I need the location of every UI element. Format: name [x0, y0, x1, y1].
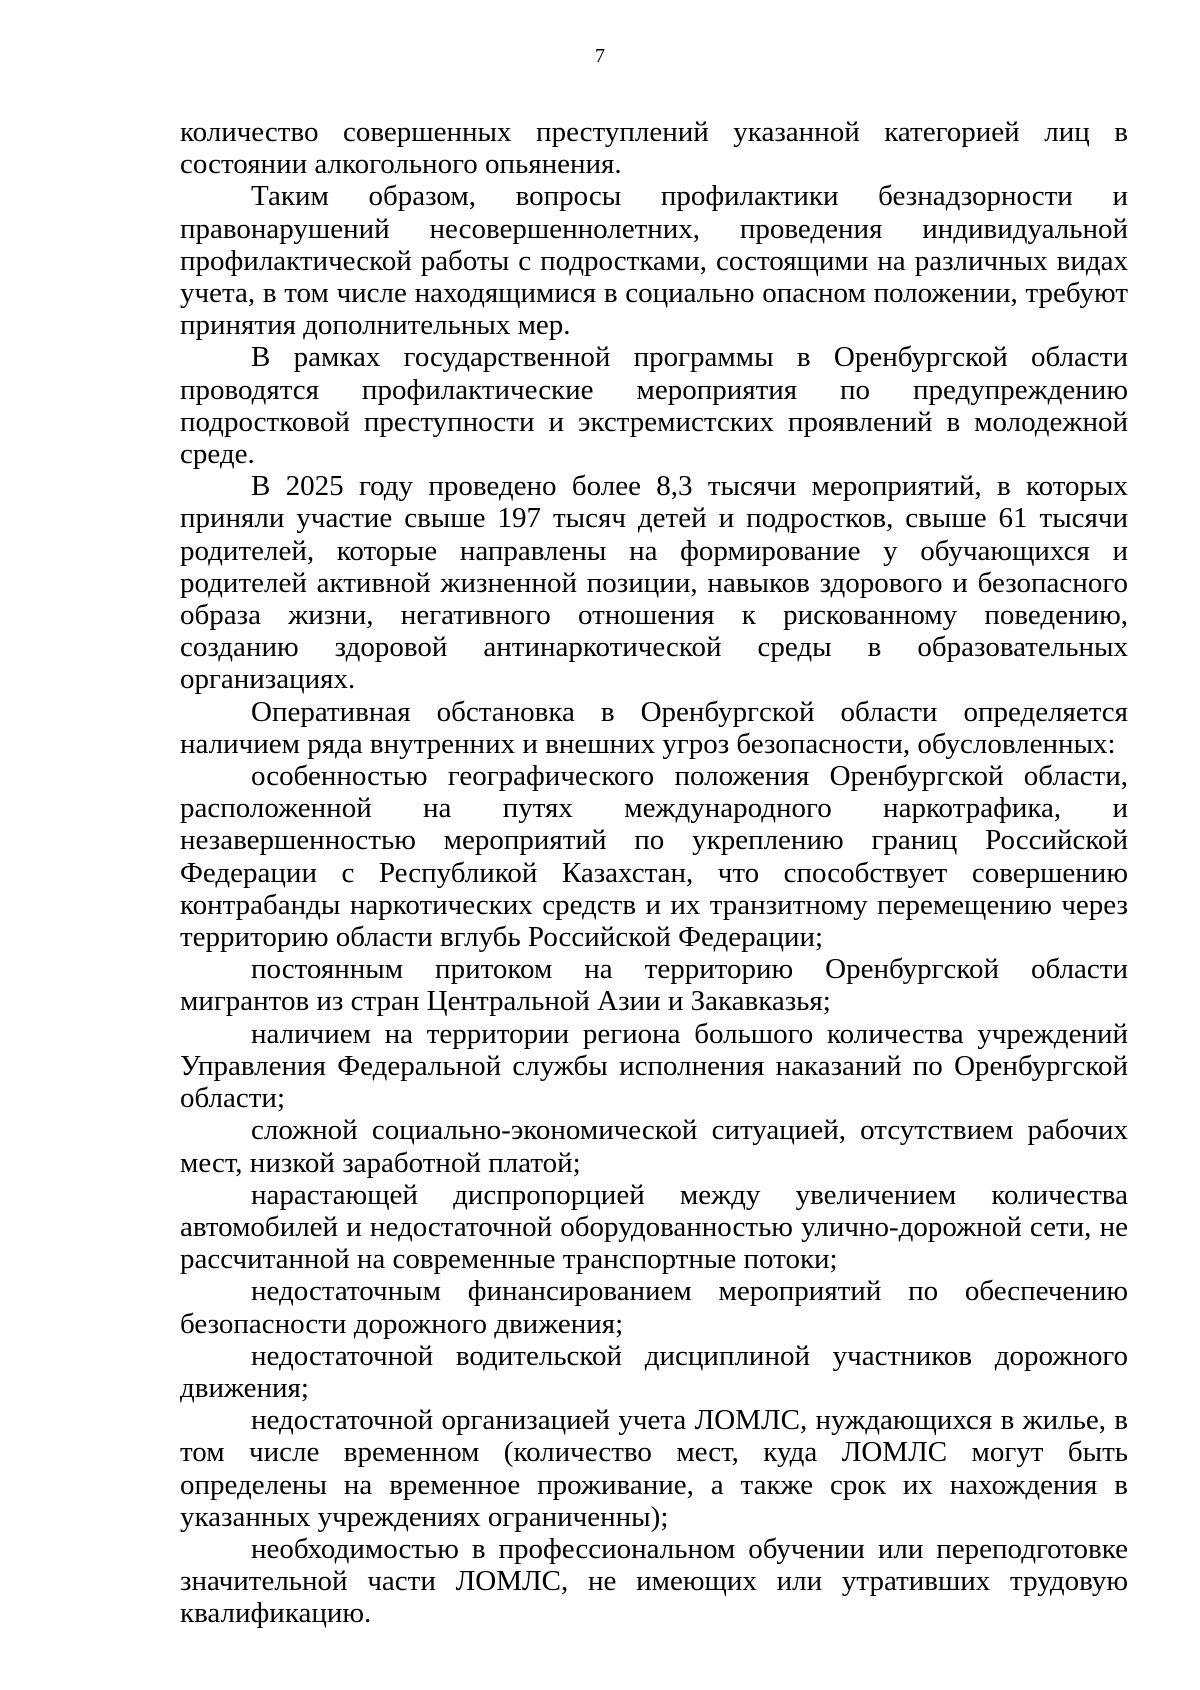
document-body: [180, 116, 1128, 1630]
list-item-road-network: нарастающей диспропорцией между увеличением количества автомобилей и недостаточной оборудованностью улично-дорожной сети, не рассчитанной на современные транспортные потоки;: [180, 1178, 1128, 1276]
list-item-housing-registration: недостаточной организацией учета ЛОМЛС, нуждающихся в жилье, в том числе временном (количество мест, куда ЛОМЛС могут быть определены на временное проживание, а также срок их нахождения в указанных учреждениях ограниченны);: [180, 1404, 1128, 1533]
list-item-migrants: постоянным притоком на территорию Оренбургской области мигрантов из стран Центральной Азии и Закавказья;: [180, 953, 1128, 1018]
list-item-road-safety-funding: недостаточным финансированием мероприятий по обеспечению безопасности дорожного движения;: [180, 1275, 1128, 1340]
paragraph-events-2025: В 2025 году проведено более 8,3 тысячи мероприятий, в которых приняли участие свыше 197 тысяч детей и подростков, свыше 61 тысячи родителей, которые направлены на формирование у обучающихся и родителей активной жизненной позиции, навыков здорового и безопасного образа жизни, негативного отношения к рискованному поведению, созданию здоровой антинаркотической среды в образовательных организациях.: [180, 470, 1128, 696]
paragraph-state-program: В рамках государственной программы в Оренбургской области проводятся профилактические мероприятия по предупреждению подростковой преступности и экстремистских проявлений в молодежной среде.: [180, 341, 1128, 471]
list-item-penitentiary: наличием на территории региона большого количества учреждений Управления Федеральной службы исполнения наказаний по Оренбургской области;: [180, 1017, 1128, 1115]
page-number: 7: [595, 45, 605, 67]
list-item-socio-economic: сложной социально-экономической ситуацией, отсутствием рабочих мест, низкой заработной платой;: [180, 1114, 1128, 1179]
paragraph-operational-situation: Оперативная обстановка в Оренбургской области определяется наличием ряда внутренних и внешних угроз безопасности, обусловленных:: [180, 695, 1128, 760]
list-item-geography: особенностью географического положения Оренбургской области, расположенной на путях международного наркотрафика, и незавершенностью мероприятий по укреплению границ Российской Федерации с Республикой Казахстан, что способствует совершению контрабанды наркотических средств и их транзитному перемещению через территорию области вглубь Российской Федерации;: [180, 760, 1128, 954]
paragraph-prevention-measures: Таким образом, вопросы профилактики безнадзорности и правонарушений несовершеннолетних, проведения индивидуальной профилактической работы с подростками, состоящими на различных видах учета, в том числе находящимися в социально опасном положении, требуют принятия дополнительных мер.: [180, 180, 1128, 342]
paragraph-continuation: количество совершенных преступлений указанной категорией лиц в состоянии алкогольного опьянения.: [180, 116, 1128, 181]
list-item-professional-training: необходимостью в профессиональном обучении или переподготовке значительной части ЛОМЛС, не имеющих или утративших трудовую квалификацию.: [180, 1532, 1128, 1630]
list-item-driver-discipline: недостаточной водительской дисциплиной участников дорожного движения;: [180, 1339, 1128, 1404]
